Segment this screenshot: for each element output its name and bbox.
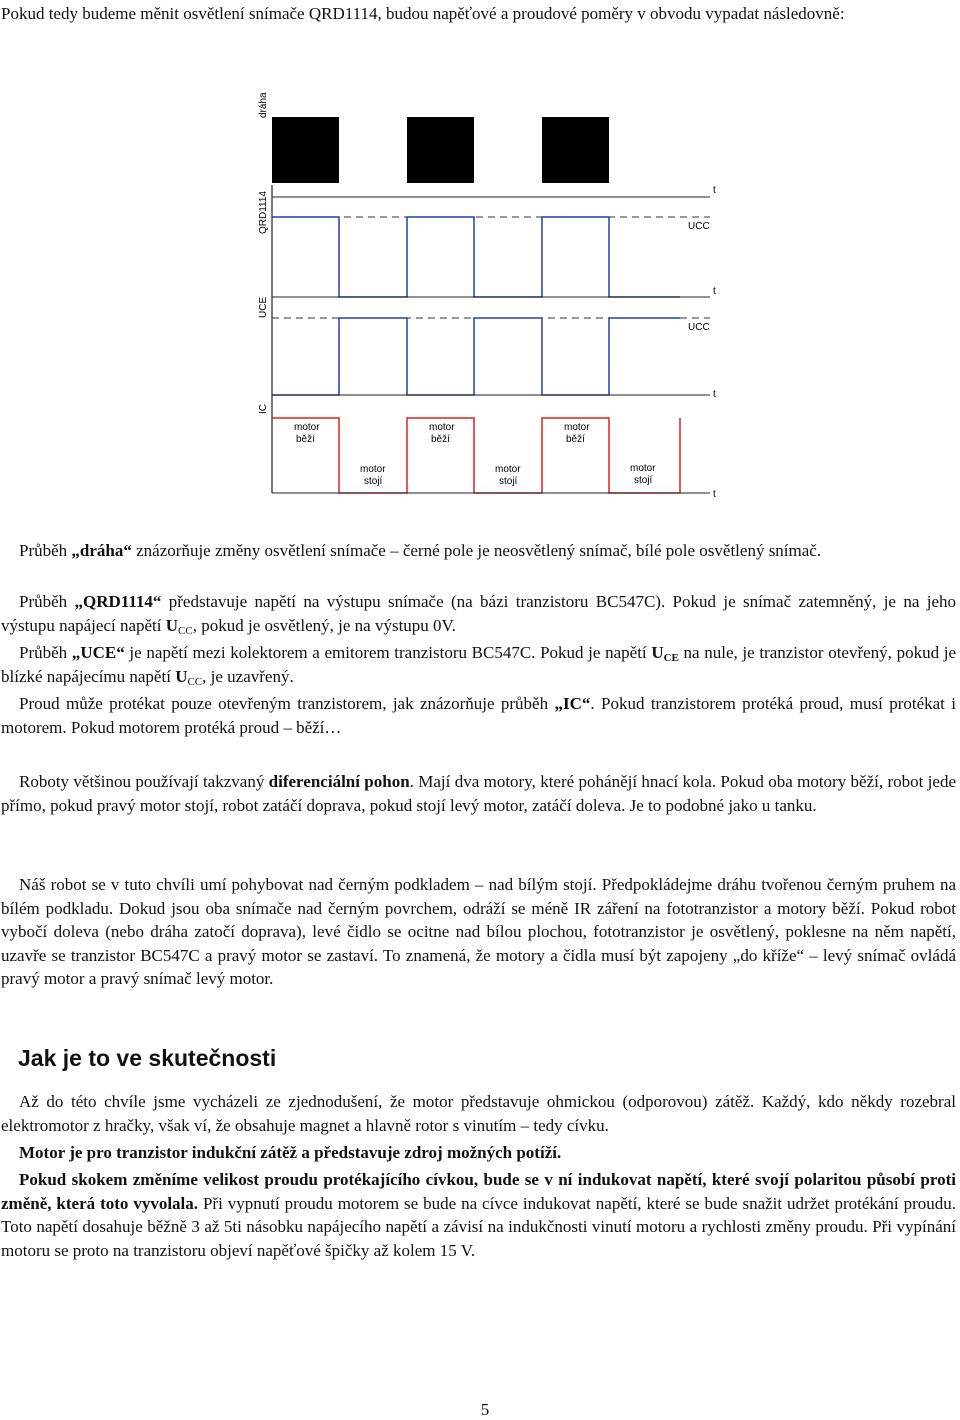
- ic-waveform: [272, 418, 680, 493]
- motor-runs-label: motor běží: [564, 422, 590, 445]
- track-black-block: [272, 117, 339, 183]
- paragraph-uce: Průběh „UCE“ je napětí mezi kolektorem a emitorem tranzistoru BC547C. Pokud je napětí $U_{CE}$ na nule, je tranzistor otevřený, pokud je blízké napájecímu napětí $U_{CC}$, je uzavřený.: [1, 643, 956, 688]
- paragraph-inductive-load-intro: Až do této chvíle jsme vycházeli ze zjednodušení, že motor představuje ohmickou (odporovou) zátěž. Každý, kdo někdy rozebral elektromotor z hračky, však ví, že obsahuje magnet a hlavně rotor s vinutím – tedy cívku.: [1, 1092, 956, 1135]
- ic-t-label: t: [713, 389, 716, 400]
- waveform-diagram: [0, 0, 960, 520]
- ic-row-label: IC: [258, 404, 269, 414]
- qrd-row-label: QRD1114: [258, 191, 269, 234]
- qrd-t-label: t: [713, 185, 716, 196]
- track-row-label: dráha: [258, 92, 269, 118]
- motor-stops-label: motor stojí: [630, 463, 656, 486]
- section-heading: Jak je to ve skutečnosti: [18, 1045, 277, 1071]
- track-black-block: [542, 117, 609, 183]
- paragraph-qrd1114: Průběh „QRD1114“ představuje napětí na výstupu snímače (na bázi tranzistoru BC547C). Pokud je snímač zatemněný, je na jeho výstupu napájecí napětí $U_{CC}$, pokud je osvětlený, je na výstupu 0V.: [1, 592, 956, 637]
- paragraph-inductive-load-bold: Motor je pro tranzistor indukční zátěž a představuje zdroj možných potíží.: [19, 1143, 562, 1162]
- paragraph-ic: Proud může protékat pouze otevřeným tranzistorem, jak znázorňuje průběh „IC“. Pokud tranzistorem protéká proud, musí protékat i motorem. Pokud motorem protéká proud – běží…: [1, 694, 956, 737]
- motor-stops-label: motor stojí: [495, 464, 521, 487]
- paragraph-robot-behavior: Náš robot se v tuto chvíli umí pohybovat nad černým podkladem – nad bílým stojí. Předpokládejme dráhu tvořenou černým pruhem na bílém podkladu. Dokud jsou oba snímače nad černým povrchem, odráží se méně IR záření na fototranzistor a motory běží. Pokud robot vybočí doleva (nebo dráha zatočí doprava), levé čidlo se ocitne nad bílou plochou, fototranzistor je osvětlený, poklesne na něm napětí, uzavře se tranzistor BC547C a pravý motor se zastaví. To znamená, že motory a čidla musí být zapojeny „do kříže“ – levý snímač ovládá pravý motor a pravý snímač levý motor.: [1, 875, 956, 989]
- uce-waveform: [272, 318, 680, 395]
- paragraph-draha: Průběh „dráha“ znázorňuje změny osvětlení snímače – černé pole je neosvětlený snímač, bílé pole osvětlený snímač.: [19, 541, 822, 560]
- motor-runs-label: motor běží: [294, 422, 320, 445]
- uce-ucc-label: UCC: [688, 322, 710, 333]
- uce-t-label: t: [713, 286, 716, 297]
- intro-paragraph: Pokud tedy budeme měnit osvětlení snímače QRD1114, budou napěťové a proudové poměry v obvodu vypadat následovně:: [1, 4, 845, 23]
- uce-row-label: UCE: [258, 296, 269, 318]
- qrd-ucc-label: UCC: [688, 221, 710, 232]
- track-black-block: [407, 117, 474, 183]
- paragraph-induced-voltage: Pokud skokem změníme velikost proudu protékajícího cívkou, bude se v ní indukovat napětí, které svojí polaritou působí proti změně, která toto vyvolala. Při vypnutí proudu motorem se bude na cívce indukovat napětí, které se bude snažit udržet protékání proudu. Toto napětí dosahuje běžně 3 až 5ti násobku napájecího napětí a závisí na indukčnosti vinutí motoru a rychlosti změny proudu. Při vypínání motoru se proto na tranzistoru objeví napěťové špičky až kolem 15 V.: [1, 1170, 956, 1260]
- ic-bottom-t-label: t: [713, 489, 716, 500]
- page-number: 5: [480, 1400, 490, 1419]
- motor-stops-label: motor stojí: [360, 464, 386, 487]
- motor-runs-label: motor běží: [429, 422, 455, 445]
- qrd-waveform: [272, 217, 680, 297]
- paragraph-differential-drive: Roboty většinou používají takzvaný diferenciální pohon. Mají dva motory, které pohánějí hnací kola. Pokud oba motory běží, robot jede přímo, pokud pravý motor stojí, robot zatáčí doprava, pokud stojí levý motor, zatáčí doleva. Je to podobné jako u tanku.: [1, 772, 956, 815]
